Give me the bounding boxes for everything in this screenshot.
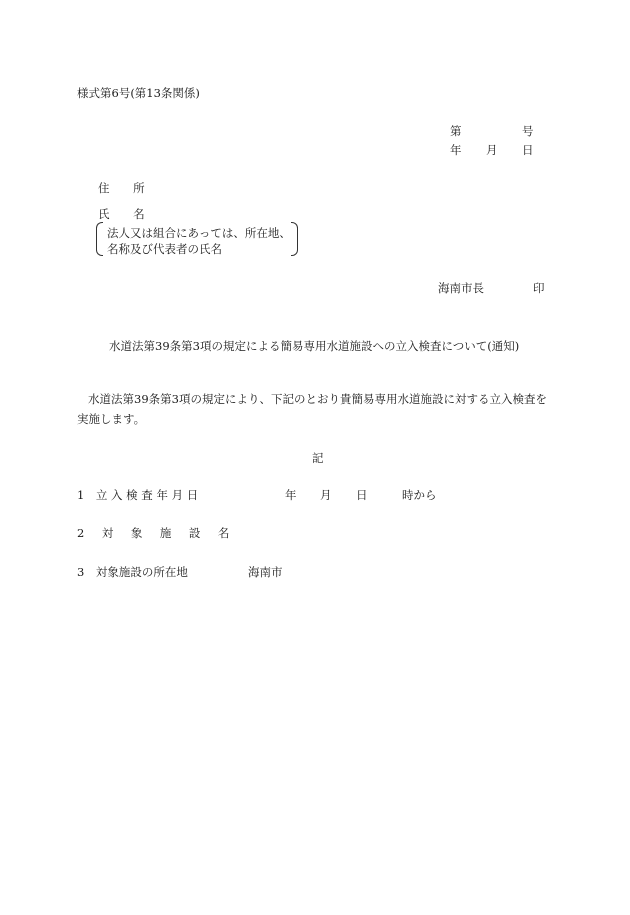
document-title: 水道法第39条第3項の規定による簡易専用水道施設への立入検査について(通知) xyxy=(109,339,520,353)
seal-mark: 印 xyxy=(533,281,545,295)
mayor-title: 海南市長 xyxy=(438,281,484,295)
item3-location-label: 3 対象施設の所在地 xyxy=(77,565,188,579)
bracket-right xyxy=(291,222,298,256)
form-label: 様式第6号(第13条関係) xyxy=(77,86,200,100)
item2-facility-name-label: 2 対 象 施 設 名 xyxy=(77,526,233,540)
item3-location-value: 海南市 xyxy=(248,565,283,579)
corporate-note-line2: 名称及び代表者の氏名 xyxy=(107,242,222,256)
item1-year-label: 年 xyxy=(285,488,297,502)
date-day-label: 日 xyxy=(522,143,534,157)
address-label: 住 所 xyxy=(98,181,155,195)
item1-hour-label: 時から xyxy=(402,488,437,502)
bracket-left xyxy=(96,222,103,256)
item1-inspection-date-label: 1 立 入 検 査 年 月 日 xyxy=(77,488,199,502)
date-month-label: 月 xyxy=(486,143,498,157)
body-text-line2: 実施します。 xyxy=(77,412,146,426)
date-year-label: 年 xyxy=(450,143,462,157)
corporate-note-line1: 法人又は組合にあっては、所在地、 xyxy=(107,226,291,240)
document-number-suffix: 号 xyxy=(522,124,534,138)
item1-month-label: 月 xyxy=(320,488,332,502)
name-label: 氏 名 xyxy=(98,207,155,221)
body-text-line1: 水道法第39条第3項の規定により、下記のとおり貴簡易専用水道施設に対する立入検査を xyxy=(88,392,547,406)
document-number-prefix: 第 xyxy=(450,124,462,138)
item1-day-label: 日 xyxy=(356,488,368,502)
ki-heading: 記 xyxy=(312,451,324,465)
